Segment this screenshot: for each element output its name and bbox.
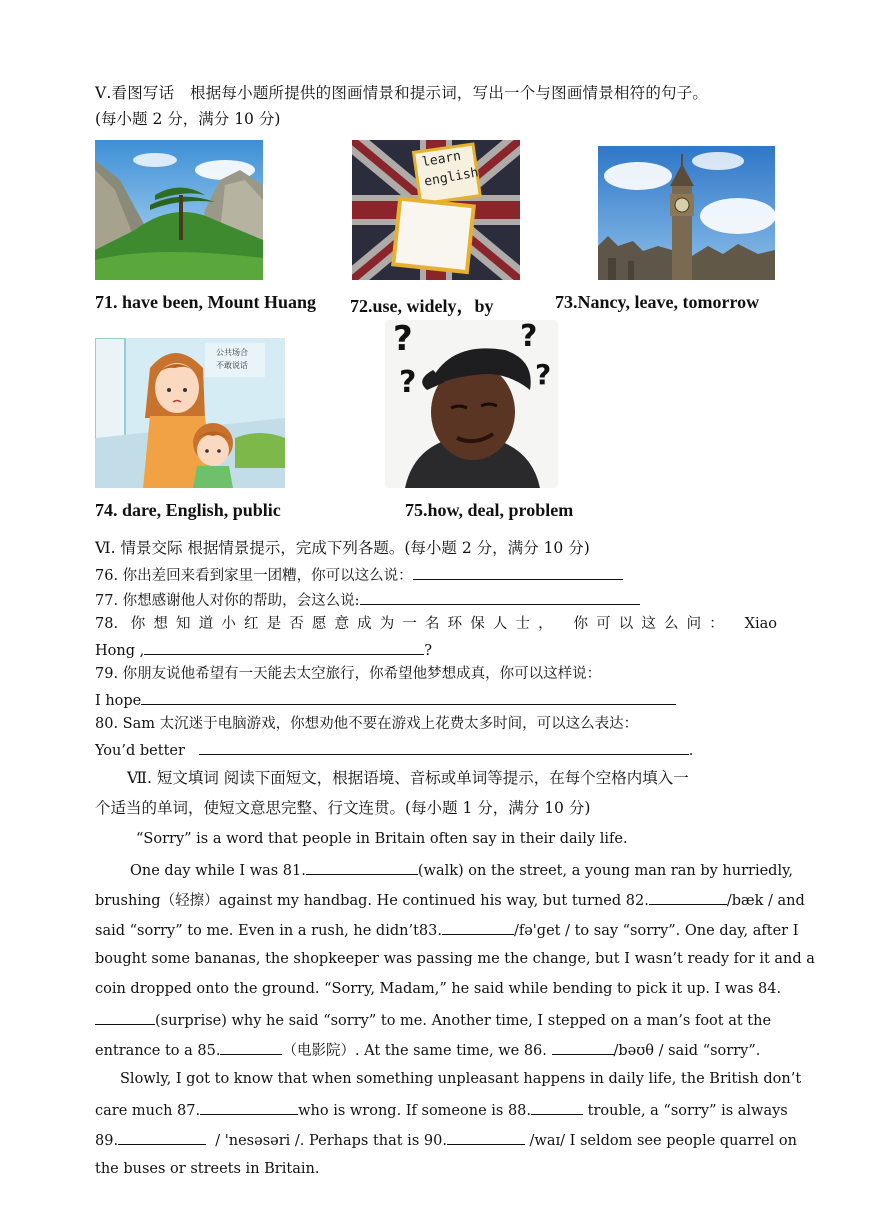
public-speaking-note: 公共场合 不敢说话 <box>216 348 248 370</box>
passage-line-4: bought some bananas, the shopkeeper was passing me the change, but I wasn’t ready for it and a <box>95 951 815 967</box>
passage-line-5: coin dropped onto the ground. “Sorry, Madam,” he said while bending to pick it up. I was 84. <box>95 981 782 997</box>
question-77-text: 77. 你想感谢他人对你的帮助，会这么说: <box>95 593 360 609</box>
question-76 <box>95 564 623 586</box>
passage-text: / 'nesəsəri /. Perhaps that is 90. <box>215 1133 447 1149</box>
answer-80-blank[interactable] <box>199 739 689 755</box>
question-78-line2 <box>95 639 432 661</box>
passage-line-7 <box>95 1039 760 1061</box>
svg-text:?: ? <box>393 320 413 359</box>
question-77 <box>95 589 640 611</box>
caption-72: 72.use, widely，by <box>350 296 494 316</box>
answer-77-blank[interactable] <box>360 589 640 605</box>
question-78-prefix: Hong , <box>95 643 145 659</box>
question-80-prefix: You’d better <box>95 743 185 759</box>
blank-89[interactable] <box>118 1129 206 1145</box>
blank-86[interactable] <box>552 1039 614 1055</box>
caption-71: 71. have been, Mount Huang <box>95 292 317 312</box>
blank-83[interactable] <box>442 919 514 935</box>
passage-line-6 <box>95 1009 771 1031</box>
blank-90[interactable] <box>447 1129 525 1145</box>
caption-74: 74. dare, English, public <box>95 500 281 520</box>
passage-text: who is wrong. If someone is 88. <box>298 1103 532 1119</box>
blank-87[interactable] <box>200 1099 298 1115</box>
passage-line-9 <box>95 1099 788 1121</box>
passage-text: (surprise) why he said “sorry” to me. Another time, I stepped on a man’s foot at the <box>155 1013 772 1029</box>
question-80-end: . <box>688 743 694 759</box>
passage-text: /bəʊθ / said “sorry”. <box>613 1043 761 1059</box>
passage-text: One day while I was 81. <box>130 863 306 879</box>
section-5-score: (每小题 2 分，满分 10 分) <box>95 110 281 128</box>
section-6-title: Ⅵ. 情景交际 根据情景提示，完成下列各题。(每小题 2 分，满分 10 分) <box>95 539 590 557</box>
passage-text: trouble, a “sorry” is always <box>587 1103 788 1119</box>
passage-text: (walk) on the street, a young man ran by hurriedly, <box>417 863 793 879</box>
passage-text: said “sorry” to me. Even in a rush, he didn’t83. <box>95 923 442 939</box>
question-78-end: ? <box>424 643 432 659</box>
english-text: english <box>423 165 480 190</box>
blank-88[interactable] <box>531 1099 583 1115</box>
passage-text: /bæk / and <box>726 893 805 909</box>
learn-text: learn <box>420 148 463 171</box>
passage-line-11: the buses or streets in Britain. <box>95 1161 320 1177</box>
answer-76-blank[interactable] <box>413 564 623 580</box>
passage-text: brushing（轻擦）against my handbag. He continued his way, but turned 82. <box>95 893 649 909</box>
passage-line-3 <box>95 919 798 941</box>
passage-text: entrance to a 85. <box>95 1043 221 1059</box>
passage-line-1 <box>130 859 793 881</box>
section-7-title: Ⅶ. 短文填词 阅读下面短文，根据语境、音标或单词等提示，在每个空格内填入一 <box>127 769 689 787</box>
mother-girl-cartoon-image <box>95 338 285 488</box>
question-76-text: 76. 你出差回来看到家里一团糟，你可以这么说： <box>95 568 413 584</box>
learn-english-image <box>352 140 520 280</box>
question-79-prefix: I hope <box>95 693 142 709</box>
svg-text:?: ? <box>399 365 417 400</box>
svg-text:?: ? <box>520 320 538 354</box>
section-5-title: Ⅴ.看图写话 根据每小题所提供的图画情景和提示词，写出一个与图画情景相符的句子。 <box>95 84 709 102</box>
confused-man-image <box>385 320 558 488</box>
mount-huang-image <box>95 140 263 280</box>
big-ben-image <box>598 146 775 280</box>
passage-text: /waɪ/ I seldom see people quarrel on <box>529 1133 797 1149</box>
blank-81[interactable] <box>306 859 418 875</box>
passage-text: care much 87. <box>95 1103 201 1119</box>
blank-85[interactable] <box>220 1039 282 1055</box>
question-80: 80. Sam 太沉迷于电脑游戏，你想劝他不要在游戏上花费太多时间，可以这么表达： <box>95 716 639 732</box>
passage-text: /fə'ɡet / to say “sorry”. One day, after I <box>513 923 799 939</box>
answer-79-blank[interactable] <box>141 689 676 705</box>
question-80-line2 <box>95 739 693 761</box>
question-78-line1: 78. 你想知道小红是否愿意成为一名环保人士， 你可以这么问： Xiao <box>95 616 777 632</box>
answer-78-blank[interactable] <box>144 639 424 655</box>
passage-line-2 <box>95 889 805 911</box>
caption-75: 75.how, deal, problem <box>405 500 574 520</box>
passage-text: （电影院）. At the same time, we 86. <box>282 1043 547 1059</box>
question-79: 79. 你朋友说他希望有一天能去太空旅行，你希望他梦想成真，你可以这样说： <box>95 666 602 682</box>
passage-line-8: Slowly, I got to know that when something unpleasant happens in daily life, the British don’t <box>120 1071 802 1087</box>
svg-text:?: ? <box>535 358 552 391</box>
section-7-title-line2: 个适当的单词，使短文意思完整、行文连贯。(每小题 1 分，满分 10 分) <box>95 799 591 817</box>
passage-intro: “Sorry” is a word that people in Britain often say in their daily life. <box>136 831 628 847</box>
question-79-line2 <box>95 689 676 711</box>
blank-84[interactable] <box>95 1009 155 1025</box>
blank-82[interactable] <box>649 889 727 905</box>
passage-text: 89. <box>95 1133 119 1149</box>
caption-73: 73.Nancy, leave, tomorrow <box>555 292 760 312</box>
passage-line-10 <box>95 1129 797 1151</box>
